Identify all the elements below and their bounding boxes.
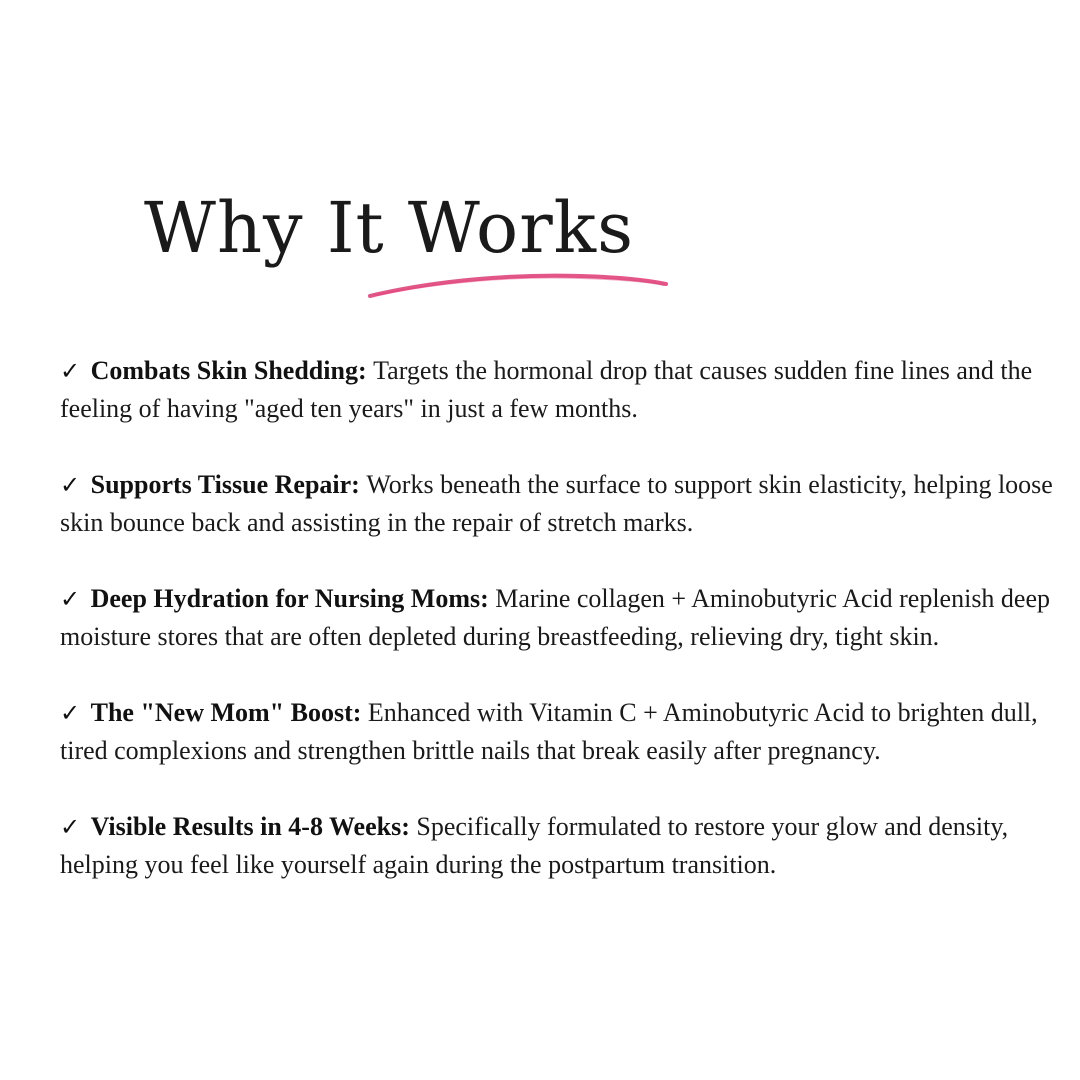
benefit-item [60, 694, 1060, 770]
benefit-text: Works beneath the surface to support skin elasticity, helping loose skin bounce back and assisting in the repair of stretch marks. [60, 470, 1053, 537]
benefit-label: Visible Results in 4-8 Weeks: [90, 812, 417, 841]
checkmark-icon: ✓ [60, 471, 81, 499]
title-underline-stroke [366, 268, 670, 304]
benefit-label: The "New Mom" Boost: [90, 698, 368, 727]
benefit-text: Enhanced with Vitamin C + Aminobutyric Acid to brighten dull, tired complexions and strengthen brittle nails that break easily after pregnancy. [60, 698, 1038, 765]
checkmark-icon: ✓ [60, 585, 81, 613]
benefit-item [60, 808, 1060, 884]
benefit-text: Targets the hormonal drop that causes sudden fine lines and the feeling of having "aged ten years" in just a few months. [60, 356, 1033, 423]
benefit-label: Supports Tissue Repair: [90, 470, 367, 499]
page-title: Why It Works [144, 187, 635, 269]
benefit-label: Combats Skin Shedding: [90, 356, 374, 385]
benefit-text: Marine collagen + Aminobutyric Acid replenish deep moisture stores that are often depleted during breastfeeding, relieving dry, tight skin. [60, 584, 1051, 651]
benefits-list [60, 352, 1060, 922]
benefit-text: Specifically formulated to restore your glow and density, helping you feel like yourself again during the postpartum transition. [60, 812, 1009, 879]
benefit-item [60, 580, 1060, 656]
benefit-label: Deep Hydration for Nursing Moms: [90, 584, 496, 613]
benefit-item [60, 466, 1060, 542]
benefit-item [60, 352, 1060, 428]
checkmark-icon: ✓ [60, 357, 81, 385]
checkmark-icon: ✓ [60, 813, 81, 841]
checkmark-icon: ✓ [60, 699, 81, 727]
